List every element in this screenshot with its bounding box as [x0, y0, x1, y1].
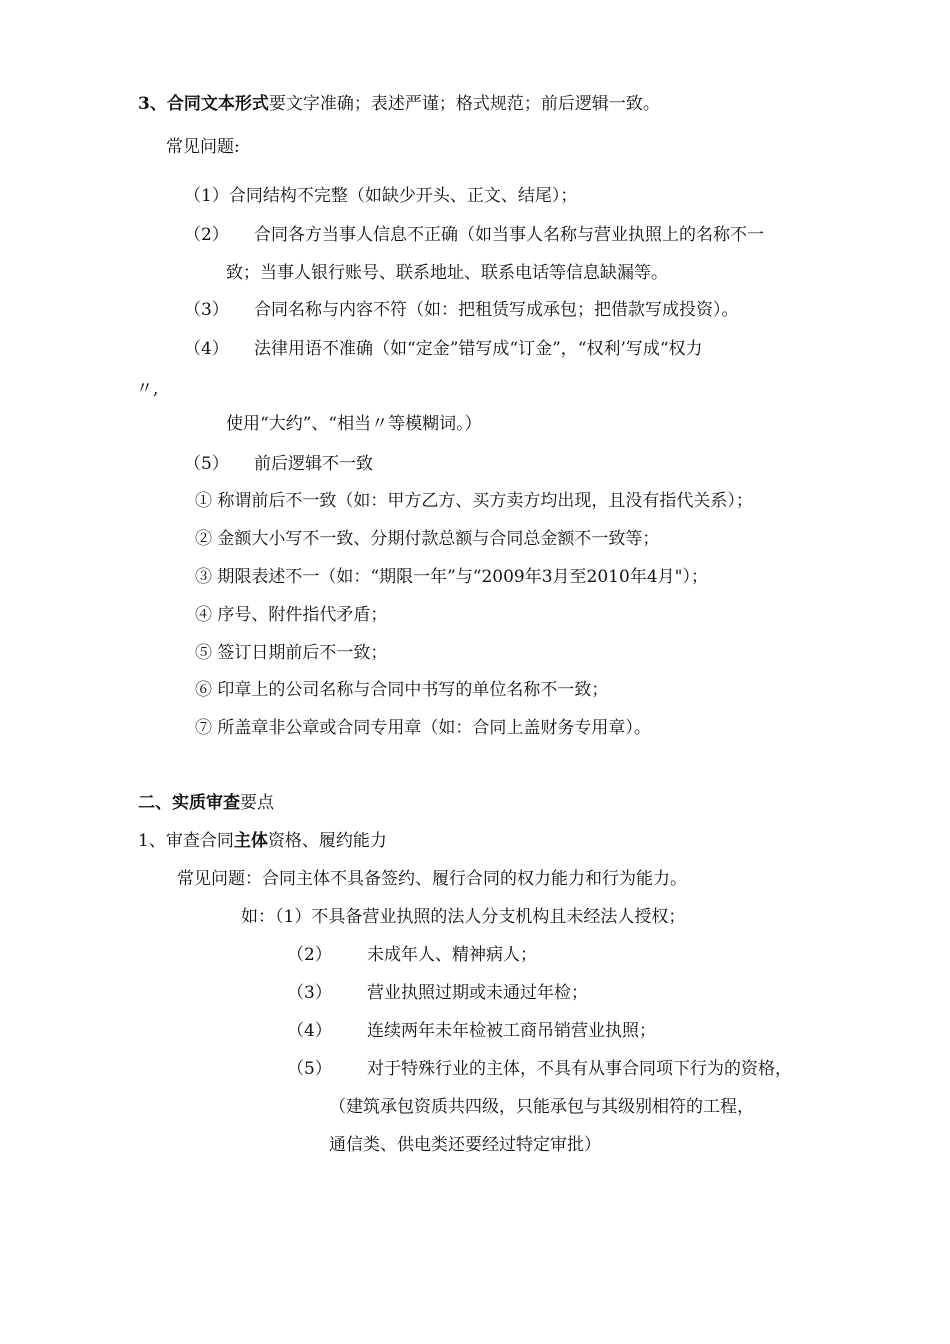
section-3-heading [138, 93, 660, 115]
sub-item-1: ① 称谓前后不一致（如：甲方乙方、买方卖方均出现，且没有指代关系）； [195, 491, 753, 511]
list-item-5 [184, 453, 373, 475]
subsection-1-heading [138, 830, 387, 852]
list-item-3-text: 合同名称与内容不符（如：把租赁写成承包；把借款写成投资）。 [254, 300, 739, 320]
common-problems-paragraph: 常见问题：合同主体不具备签约、履行合同的权力能力和行为能力。 [177, 869, 687, 889]
list-item-2-continuation: 致；当事人银行账号、联系地址、联系电话等信息缺漏等。 [226, 263, 668, 283]
subsection-1-heading-rest: 资格、履约能力 [267, 831, 387, 851]
list-item-3-number: （3） [184, 300, 229, 320]
sub-item-4: ④ 序号、附件指代矛盾； [195, 605, 388, 625]
example-item-2 [287, 944, 537, 966]
section-2-heading-bold: 二、实质审查 [138, 793, 240, 813]
list-item-5-number: （5） [184, 454, 229, 474]
example-item-5 [287, 1058, 792, 1080]
list-item-2-text: 合同各方当事人信息不正确（如当事人名称与营业执照上的名称不一 [254, 225, 764, 245]
sub-item-7: ⑦ 所盖章非公章或合同专用章（如：合同上盖财务专用章）。 [195, 718, 651, 738]
section-2-heading [138, 792, 274, 814]
example-item-5-text: 对于特殊行业的主体，不具有从事合同项下行为的资格， [367, 1059, 792, 1079]
sub-item-3: ③ 期限表述不一（如：“期限一年”与“2009年3月至2010年4月"）； [195, 567, 708, 587]
example-item-1: 如：（1）不具备营业执照的法人分支机构且未经法人授权； [241, 907, 686, 927]
list-item-3 [184, 299, 739, 321]
section-2-heading-rest: 要点 [240, 793, 274, 813]
example-item-4-text: 连续两年未年检被工商吊销营业执照； [367, 1021, 656, 1041]
list-item-5-text: 前后逻辑不一致 [254, 454, 373, 474]
list-item-2-number: （2） [184, 225, 229, 245]
list-item-4-continuation: 使用“大约”、“相当〃等模糊词。） [226, 414, 482, 434]
list-item-4-text: 法律用语不准确（如“定金”错写成“订金”，“权利’写成“权力 [254, 339, 703, 359]
example-item-4 [287, 1020, 656, 1042]
list-item-4-number: （4） [184, 339, 229, 359]
sub-item-6: ⑥ 印章上的公司名称与合同中书写的单位名称不一致； [195, 680, 609, 700]
example-item-3-text: 营业执照过期或未通过年检； [367, 983, 588, 1003]
list-item-4 [184, 338, 703, 360]
list-item-1: （1）合同结构不完整（如缺少开头、正文、结尾）； [184, 186, 578, 206]
section-3-heading-rest: 要文字准确；表述严谨；格式规范；前后逻辑一致。 [268, 94, 660, 114]
example-item-5-continuation-1: （建筑承包资质共四级，只能承包与其级别相符的工程， [329, 1097, 754, 1117]
example-item-4-number: （4） [287, 1021, 332, 1041]
list-item-2 [184, 224, 764, 246]
sub-item-5: ⑤ 签订日期前后不一致； [195, 643, 388, 663]
example-item-3-number: （3） [287, 983, 332, 1003]
example-item-2-number: （2） [287, 945, 332, 965]
sub-item-2: ② 金额大小写不一致、分期付款总额与合同总金额不一致等； [195, 529, 660, 549]
subsection-1-heading-bold: 主体 [233, 831, 268, 851]
list-item-4-mark: 〃, [136, 379, 159, 399]
example-item-2-text: 未成年人、精神病人； [367, 945, 537, 965]
common-problems-label: 常见问题: [166, 137, 240, 157]
example-item-5-continuation-2: 通信类、供电类还要经过特定审批） [329, 1135, 601, 1155]
subsection-1-heading-pre: 1、审查合同 [138, 831, 234, 851]
example-item-3 [287, 982, 588, 1004]
section-3-heading-bold: 3、合同文本形式 [138, 94, 269, 114]
example-item-5-number: （5） [287, 1059, 332, 1079]
